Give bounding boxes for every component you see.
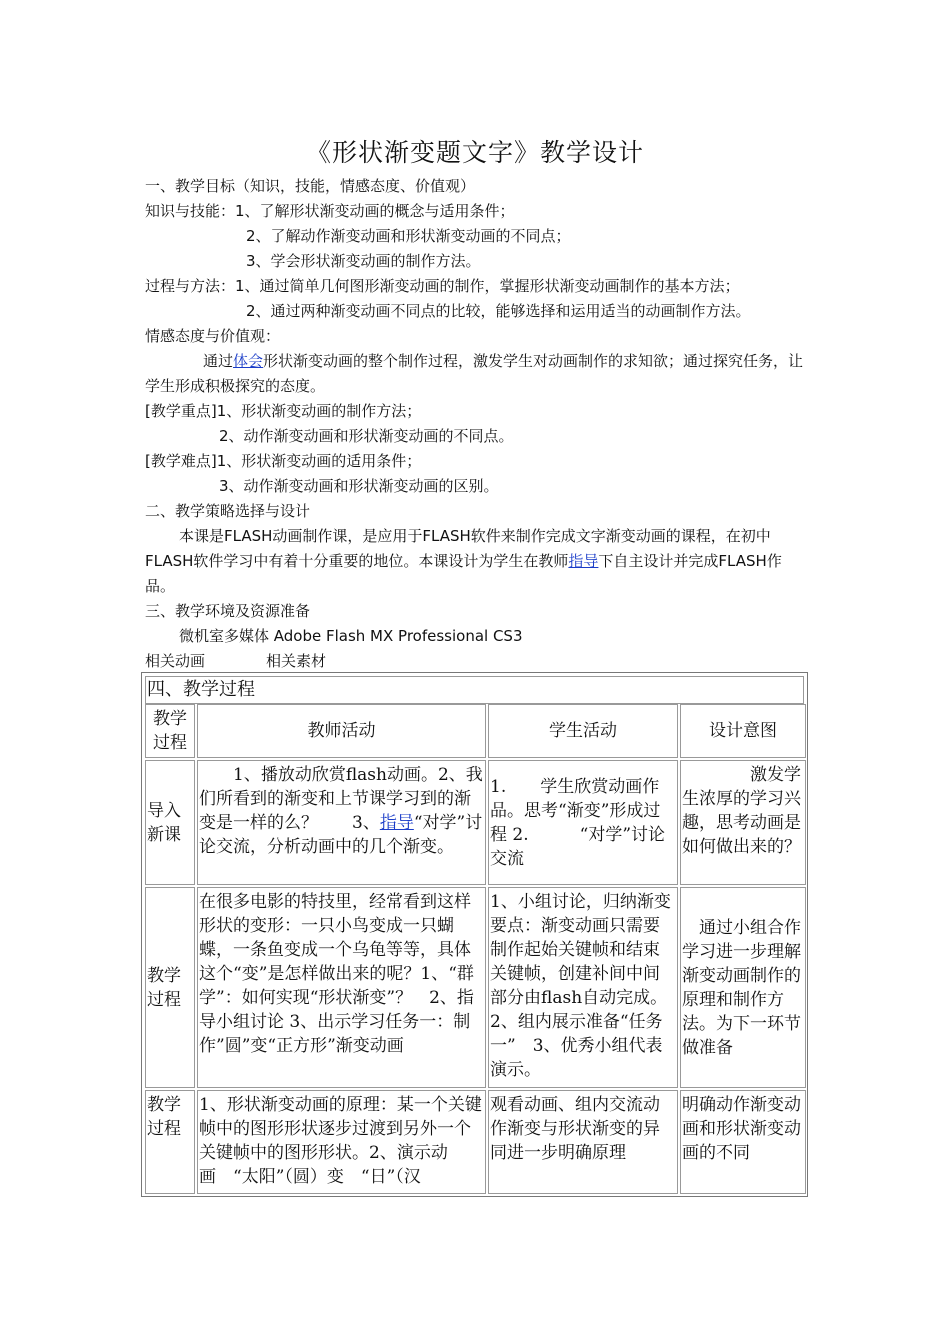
zhidao-link[interactable]: 指导: [379, 813, 414, 833]
cell-text: “对学”讨论交流，分析动画中的几个渐变。: [199, 813, 483, 857]
row-3-stage: 教学过程: [145, 1090, 195, 1194]
document-title: 《形状渐变题文字》教学设计: [305, 138, 644, 167]
key-points-line-1: [145, 399, 421, 424]
knowledge-skills-item: 3、学会形状渐变动画的制作方法。: [246, 252, 481, 270]
cell-text: 1、播放动欣赏flash动画。2、我们所看到的渐变和上节课学习到的渐变是一样的么？ 3、: [199, 765, 483, 833]
row-1-teacher: [197, 760, 486, 885]
tihui-link[interactable]: 体会: [233, 352, 264, 370]
section-4-heading: 四、教学过程: [145, 676, 804, 704]
header-teacher: 教师活动: [197, 704, 486, 758]
section-1-heading: 一、教学目标（知识，技能，情感态度、价值观）: [145, 177, 476, 195]
process-methods-item: 2、通过两种渐变动画不同点的比较，能够选择和运用适当的动画制作方法。: [246, 302, 751, 320]
header-stage: 教学过程: [145, 704, 195, 758]
knowledge-skills-label: 知识与技能：: [145, 202, 236, 220]
header-student: 学生活动: [488, 704, 678, 758]
knowledge-skills-item: 2、了解动作渐变动画和形状渐变动画的不同点；: [246, 227, 571, 245]
header-intent: 设计意图: [680, 704, 806, 758]
row-1-student: 1. 学生欣赏动画作品。思考“渐变”形成过程 2. “对学”讨论交流: [488, 760, 678, 885]
process-methods-item: 1、通过简单几何图形渐变动画的制作，掌握形状渐变动画制作的基本方法；: [235, 277, 740, 295]
difficulty-item: 1、形状渐变动画的适用条件；: [216, 452, 422, 470]
key-points-label: [教学重点]: [145, 402, 217, 420]
paragraph-text: 形状渐变动画的整个制作过程，激发学生对动画制作的求知欲；通过探究任务，让学生形成积极探究的态度。: [145, 352, 804, 395]
emotion-attitude-label: 情感态度与价值观：: [145, 327, 281, 345]
row-2-teacher: 在很多电影的特技里，经常看到这样形状的变形：一只小鸟变成一只蝴蝶，一条鱼变成一个乌龟等等，具体这个“变”是怎样做出来的呢？1、“群学”：如何实现“形状渐变”？ 2、指导小组讨论 3、出示学习任务一：制作”圆”变“正方形”渐变动画: [197, 887, 486, 1088]
section-2-heading: 二、教学策略选择与设计: [145, 502, 311, 520]
process-methods-line-1: [145, 274, 740, 299]
key-point-item: 1、形状渐变动画的制作方法；: [216, 402, 422, 420]
row-3-teacher: 1、形状渐变动画的原理：某一个关键帧中的图形形状逐步过渡到另外一个关键帧中的图形形状。2、演示动画 “太阳”（圆）变 “日”（汉: [197, 1090, 486, 1194]
emotion-attitude-paragraph: [145, 349, 809, 399]
process-methods-label: 过程与方法：: [145, 277, 236, 295]
resource-animation: 相关动画: [145, 652, 206, 670]
knowledge-skills-line-1: [145, 199, 515, 224]
row-3-student: 观看动画、组内交流动作渐变与形状渐变的异同进一步明确原理: [488, 1090, 678, 1194]
zhidao-link[interactable]: 指导: [568, 552, 599, 570]
environment-line: 微机室多媒体 Adobe Flash MX Professional CS3: [179, 627, 523, 645]
row-3-intent: 明确动作渐变动画和形状渐变动画的不同: [680, 1090, 806, 1194]
paragraph-text: 下自主设计并完成FLASH作品。: [145, 552, 782, 595]
difficulties-label: [教学难点]: [145, 452, 217, 470]
row-2-intent: 通过小组合作学习进一步理解渐变动画制作的原理和制作方法。为下一环节做准备: [680, 887, 806, 1088]
row-2-stage: 教学过程: [145, 887, 195, 1088]
difficulties-line-1: [145, 449, 421, 474]
paragraph-text: 本课是FLASH动画制作课，是应用于FLASH软件来制作完成文字渐变动画的课程，在初中FLASH软件学习中有着十分重要的地位。本课设计为学生在教师: [145, 527, 771, 570]
key-point-item: 2、动作渐变动画和形状渐变动画的不同点。: [219, 427, 514, 445]
row-2-student: 1、小组讨论，归纳渐变要点：渐变动画只需要制作起始关键帧和结束关键帧，创建补间中间部分由flash自动完成。 2、组内展示准备“任务一” 3、优秀小组代表演示。: [488, 887, 678, 1088]
row-1-intent: 激发学生浓厚的学习兴趣，思考动画是如何做出来的？: [680, 760, 806, 885]
section-3-heading: 三、教学环境及资源准备: [145, 602, 311, 620]
paragraph-text: 通过: [203, 352, 234, 370]
strategy-paragraph: [145, 524, 809, 599]
resource-material: 相关素材: [266, 652, 327, 670]
knowledge-skills-item: 1、了解形状渐变动画的概念与适用条件；: [235, 202, 515, 220]
row-1-stage: 导入新课: [145, 760, 195, 885]
difficulty-item: 3、动作渐变动画和形状渐变动画的区别。: [219, 477, 499, 495]
